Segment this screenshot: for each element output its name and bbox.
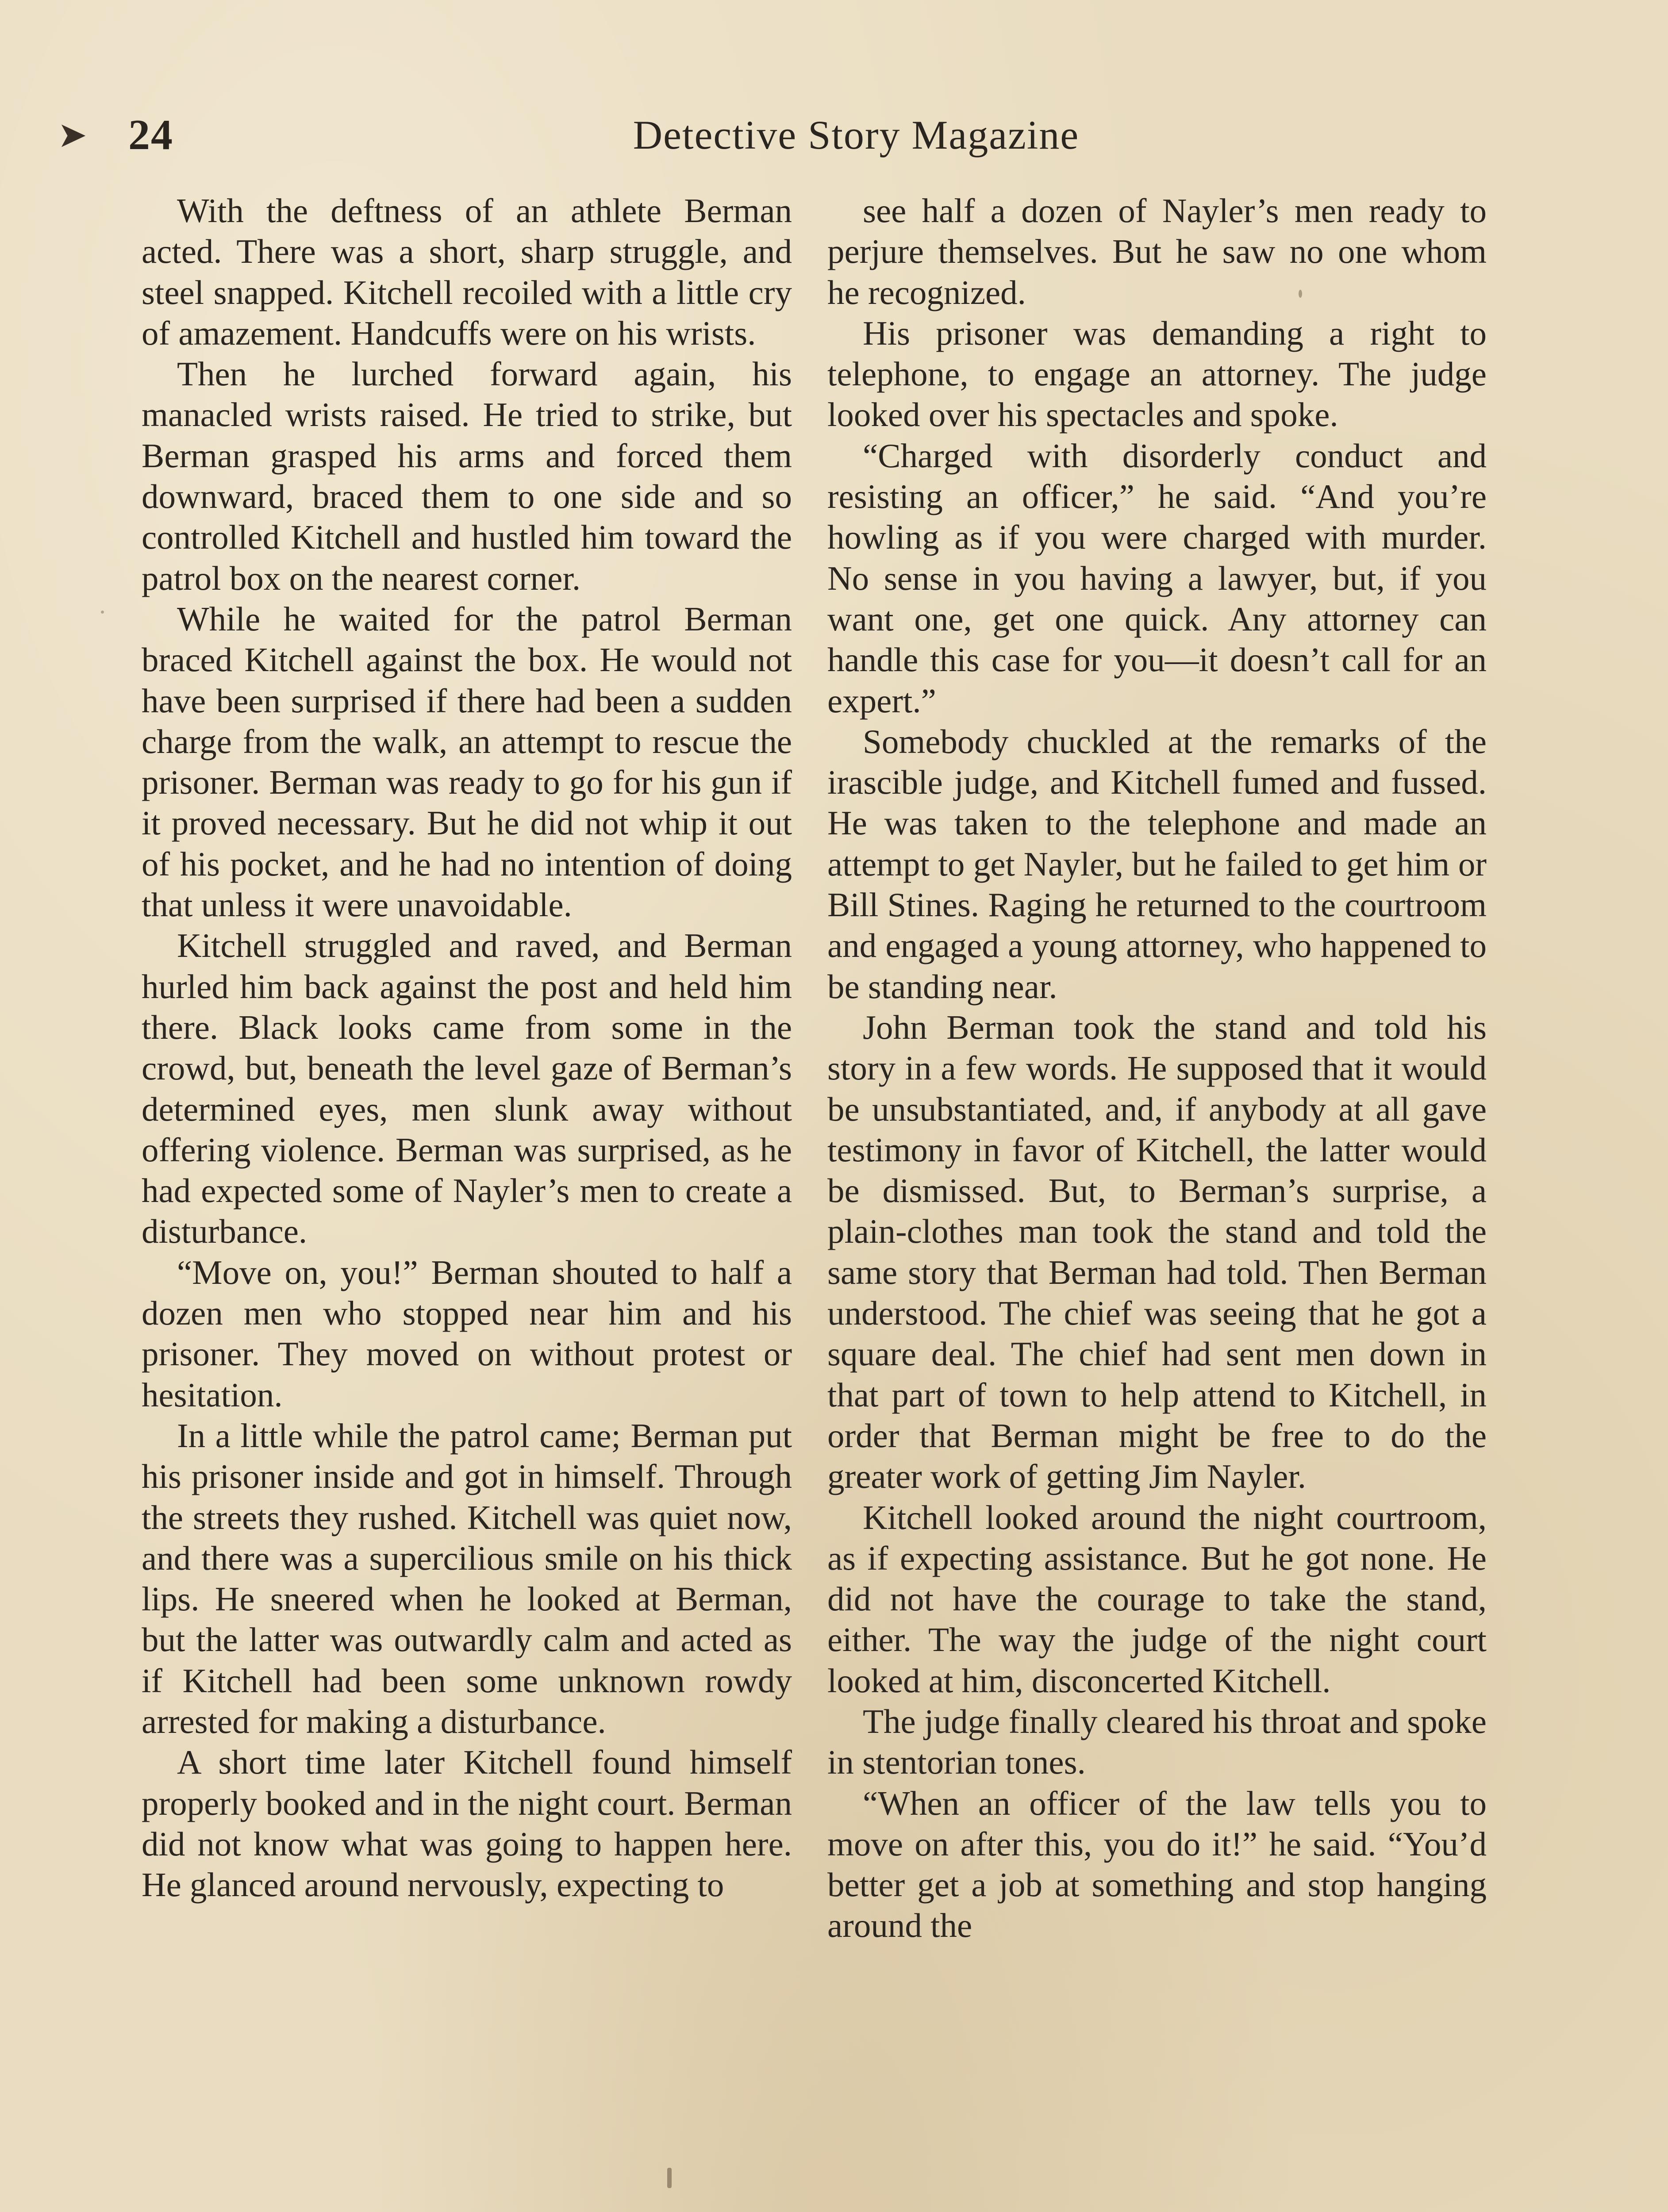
paragraph: “Move on, you!” Berman shouted to half a dozen men who stopped near him and his prisoner. They moved on without protest or hesitation.: [142, 1253, 792, 1414]
running-head: Detective Story Magazine: [633, 112, 1080, 157]
paragraph: In a little while the patrol came; Berman put his prisoner inside and got in himself. Through the streets they rushed. Kitchell was quiet now, and there was a supercilious smile on his thick lips. He sneered when he looked at Berman, but the latter was outwardly calm and acted as if Kitchell had been some unknown rowdy arrested for making a disturbance.: [142, 1416, 792, 1740]
paragraph: A short time later Kitchell found himself properly booked and in the night court. Berman did not know what was going to happen here. He glanced around nervously, expecting to: [142, 1743, 792, 1904]
left-column: [142, 190, 792, 2212]
paragraph: While he waited for the patrol Berman braced Kitchell against the box. He would not have been surprised if there had been a sudden charge from the walk, an attempt to rescue the prisoner. Berman was ready to go for his gun if it proved necessary. But he did not whip it out of his pocket, and he had no intention of doing that unless it were unavoidable.: [142, 599, 792, 924]
paragraph: Then he lurched forward again, his manacled wrists raised. He tried to strike, but Berman grasped his arms and forced them downward, braced them to one side and so controlled Kitchell and hustled him toward the patrol box on the nearest corner.: [142, 355, 792, 597]
paragraph: His prisoner was demanding a right to telephone, to engage an attorney. The judge looked over his spectacles and spoke.: [827, 314, 1487, 434]
paper-speck: [667, 2168, 672, 2188]
paragraph: Kitchell struggled and raved, and Berman hurled him back against the post and held him there. Black looks came from some in the crowd, but, beneath the level gaze of Berman’s determined eyes, men slunk away without offering violence. Berman was surprised, as he had expected some of Nayler’s men to create a disturbance.: [142, 926, 792, 1251]
paragraph: Kitchell looked around the night courtroom, as if expecting assistance. But he got none. He did not have the courage to take the stand, either. The way the judge of the night court looked at him, disconcerted Kitchell.: [827, 1498, 1487, 1700]
paragraph: see half a dozen of Nayler’s men ready to perjure themselves. But he saw no one whom he recognized.: [827, 192, 1487, 311]
paragraph: With the deftness of an athlete Berman acted. There was a short, sharp struggle, and steel snapped. Kitchell recoiled with a little cry of amazement. Handcuffs were on his wrists.: [142, 192, 792, 352]
paragraph: John Berman took the stand and told his story in a few words. He supposed that it would be unsubstantiated, and, if anybody at all gave testimony in favor of Kitchell, the latter would be dismissed. But, to Berman’s surprise, a plain-clothes man took the stand and told the same story that Berman had told. Then Berman understood. The chief was seeing that he got a square deal. The chief had sent men down in that part of town to help attend to Kitchell, in order that Berman might be free to do the greater work of getting Jim Nayler.: [827, 1008, 1487, 1496]
paragraph: “When an officer of the law tells you to move on after this, you do it!” he said. “You’d better get a job at something and stop hanging around the: [827, 1784, 1487, 1945]
right-column: [827, 190, 1487, 2212]
paragraph: “Charged with disorderly conduct and resisting an officer,” he said. “And you’re howling as if you were charged with murder. No sense in you having a lawyer, but, if you want one, get one quick. Any attorney can handle this case for you—it doesn’t call for an expert.”: [827, 436, 1487, 720]
paragraph: The judge finally cleared his throat and spoke in stentorian tones.: [827, 1702, 1487, 1782]
page-header: [58, 108, 1487, 166]
arrow-mark-icon: ➤: [58, 114, 88, 155]
paragraph: Somebody chuckled at the remarks of the irascible judge, and Kitchell fumed and fussed. He was taken to the telephone and made an attempt to get Nayler, but he failed to get him or Bill Stines. Raging he returned to the courtroom and engaged a young attorney, who happened to be standing near.: [827, 722, 1487, 1006]
paper-speck: [101, 611, 104, 614]
paper-speck: [1299, 290, 1302, 298]
page-number: 24: [128, 111, 173, 159]
